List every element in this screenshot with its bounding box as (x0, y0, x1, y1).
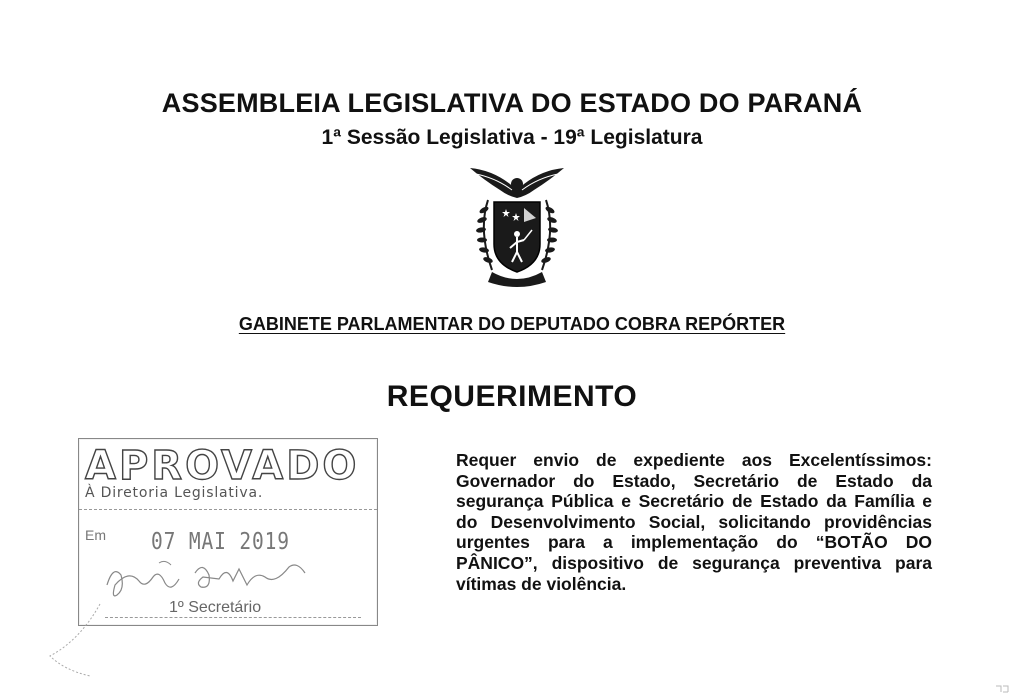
stamp-divider (79, 509, 377, 510)
stamp-smudge-icon (40, 600, 110, 680)
stamp-status: APROVADO (85, 443, 360, 489)
parliamentary-office: GABINETE PARLAMENTAR DO DEPUTADO COBRA REPÓRTER (238, 314, 786, 334)
parana-coat-of-arms-icon (462, 160, 572, 292)
stamp-department: À Diretoria Legislativa. (85, 485, 264, 501)
document-type-heading: REQUERIMENTO (386, 380, 638, 413)
assembly-title: ASSEMBLEIA LEGISLATIVA DO ESTADO DO PARANÁ (161, 88, 863, 118)
request-summary: Requer envio de expediente aos Excelentíssimos: Governador do Estado, Secretário de Estado da segurança Pública e Secretário de Estado da Família e do Desenvolvimento Social, solicitando providências urgentes para a implementação do “BOTÃO DO PÂNICO”, dispositivo de segurança preventiva para vítimas de violência. (456, 450, 932, 594)
stamp-signature-line (105, 617, 361, 618)
handwritten-signature-icon (99, 555, 359, 599)
session-subtitle: 1ª Sessão Legislativa - 19ª Legislatura (321, 126, 703, 149)
approval-stamp (78, 438, 378, 626)
corner-mark-icon (994, 682, 1010, 696)
stamp-date-prefix: Em (85, 527, 106, 543)
stamp-date: 07 MAI 2019 (151, 529, 290, 555)
stamp-role: 1º Secretário (169, 599, 262, 616)
